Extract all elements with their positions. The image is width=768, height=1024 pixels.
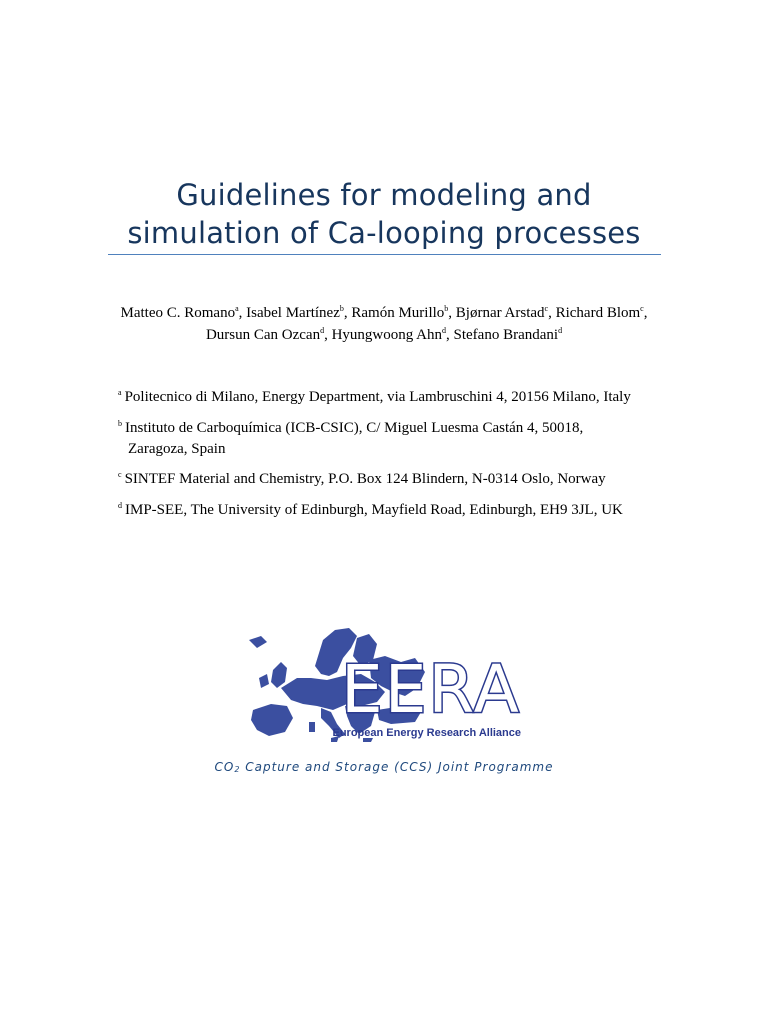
affiliation-mark: d (118, 501, 122, 510)
author-affil-mark: d (442, 326, 446, 335)
affiliation-text-cont: Zaragoza, Spain (128, 441, 226, 457)
title-divider (108, 254, 661, 255)
author-affil-mark: c (544, 304, 549, 313)
document-title (0, 176, 768, 252)
author-name: Hyungwoong Ahn (331, 327, 442, 343)
affiliation-text: Instituto de Carboquímica (ICB-CSIC), C/ Miguel Luesma Castán 4, 50018, (125, 420, 584, 436)
author-affil-mark: d (320, 326, 325, 335)
author-affil-mark: a (235, 304, 239, 313)
affiliation-a (118, 387, 678, 408)
affiliation-mark: c (118, 470, 122, 479)
eera-wordmark (341, 651, 521, 728)
author-name: Matteo C. Romano (120, 305, 236, 321)
eera-logo (245, 626, 523, 744)
title-line-1: Guidelines for modeling and (176, 178, 592, 212)
author-name: Dursun Can Ozcan (205, 327, 321, 343)
affiliation-c (118, 469, 678, 490)
affiliation-b (118, 418, 678, 460)
affiliation-text: Politecnico di Milano, Energy Department, via Lambruschini 4, 20156 Milano, Italy (124, 389, 631, 405)
logo-subtitle: European Energy Research Alliance (332, 727, 521, 739)
affiliation-mark: a (118, 388, 122, 397)
author-affil-mark: c (640, 304, 644, 313)
author-name: Bjørnar Arstad (455, 305, 545, 321)
affiliation-text: IMP-SEE, The University of Edinburgh, Mayfield Road, Edinburgh, EH9 3JL, UK (125, 502, 623, 518)
affiliation-mark: b (118, 419, 122, 428)
logo-wordmark: EERA (341, 651, 521, 728)
author-affil-mark: b (444, 304, 449, 313)
title-line-2: simulation of Ca-looping processes (127, 216, 641, 250)
author-name: Richard Blom (555, 305, 641, 321)
author-affil-mark: d (558, 326, 563, 335)
affiliation-d (118, 500, 678, 521)
affiliation-text: SINTEF Material and Chemistry, P.O. Box 124 Blindern, N-0314 Oslo, Norway (124, 471, 606, 487)
programme-tagline: $CO_2$ Capture and Storage (CCS) Joint Programme (214, 760, 554, 774)
author-affil-mark: b (339, 304, 344, 313)
author-list: Matteo C. Romano$^a$, Isabel Martínez$^b$, Ramón Murillo$^b$, Bjørnar Arstad$^c$, Richard Blom$^c$, Dursun Can Ozcan$^d$, Hyungwoong Ahn$^d$, Stefano Brandani$^d$ (120, 304, 648, 343)
author-name: Stefano Brandani (453, 327, 559, 343)
author-name: Ramón Murillo (351, 305, 445, 321)
author-name: Isabel Martínez (246, 305, 340, 321)
